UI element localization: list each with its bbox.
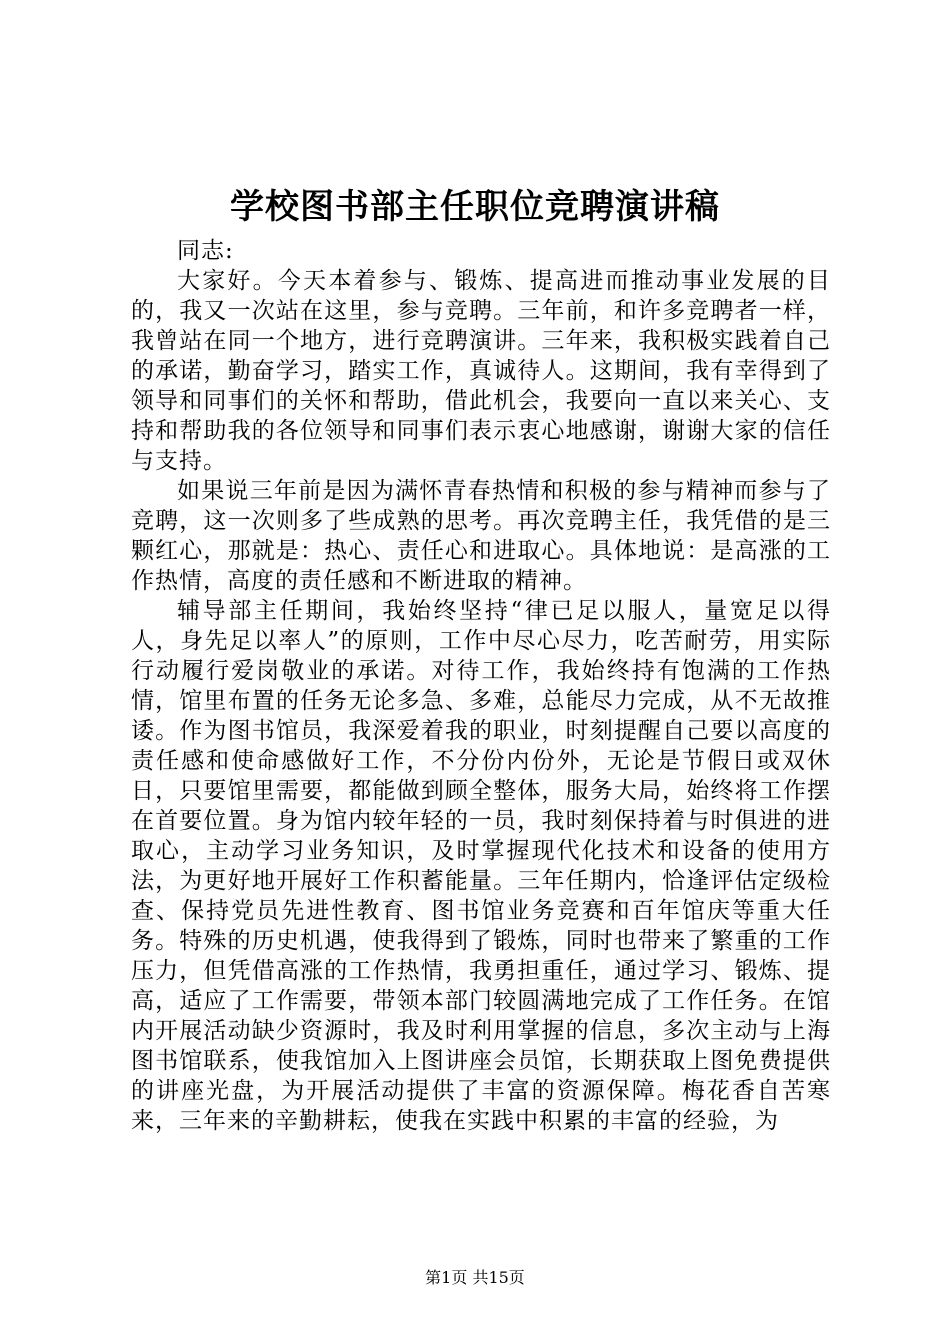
document-body (131, 236, 831, 1136)
salutation: 同志: (177, 238, 234, 264)
paragraph-experience: 辅导部主任期间，我始终坚持“律已足以服人，量宽足以得人，身先足以率人”的原则，工作中尽心尽力，吃苦耐劳，用实际行动履行爱岗敬业的承诺。对待工作，我始终持有饱满的工作热情，馆里布置的任务无论多急、多难，总能尽力完成，从不无故推诿。作为图书馆员，我深爱着我的职业，时刻提醒自己要以高度的责任感和使命感做好工作，不分份内份外，无论是节假日或双休日，只要馆里需要，都能做到顾全整体，服务大局，始终将工作摆在首要位置。身为馆内较年轻的一员，我时刻保持着与时俱进的进取心，主动学习业务知识，及时掌握现代化技术和设备的使用方法，为更好地开展好工作积蓄能量。三年任期内，恰逢评估定级检查、保持党员先进性教育、图书馆业务竞赛和百年馆庆等重大任务。特殊的历史机遇，使我得到了锻炼，同时也带来了繁重的工作压力，但凭借高涨的工作热情，我勇担重任，通过学习、锻炼、提高，适应了工作需要，带领本部门较圆满地完成了工作任务。在馆内开展活动缺少资源时，我及时利用掌握的信息，多次主动与上海图书馆联系，使我馆加入上图讲座会员馆，长期获取上图免费提供的讲座光盘，为开展活动提供了丰富的资源保障。梅花香自苦寒来，三年来的辛勤耕耘，使我在实践中积累的丰富的经验，为 (131, 598, 831, 1134)
paragraph-greeting: 大家好。今天本着参与、锻炼、提高进而推动事业发展的目的，我又一次站在这里，参与竞聘。三年前，和许多竞聘者一样，我曾站在同一个地方，进行竞聘演讲。三年来，我积极实践着自己的承诺，勤奋学习，踏实工作，真诚待人。这期间，我有幸得到了领导和同事们的关怀和帮助，借此机会，我要向一直以来关心、支持和帮助我的各位领导和同事们表示衷心地感谢，谢谢大家的信任与支持。 (131, 268, 831, 474)
page-number: 第1页 共15页 (425, 1268, 525, 1287)
document-title: 学校图书部主任职位竞聘演讲稿 (230, 187, 720, 227)
paragraph-motivation: 如果说三年前是因为满怀青春热情和积极的参与精神而参与了竞聘，这一次则多了些成熟的思考。再次竞聘主任，我凭借的是三颗红心，那就是：热心、责任心和进取心。具体地说：是高涨的工作热情，高度的责任感和不断进取的精神。 (131, 478, 831, 594)
